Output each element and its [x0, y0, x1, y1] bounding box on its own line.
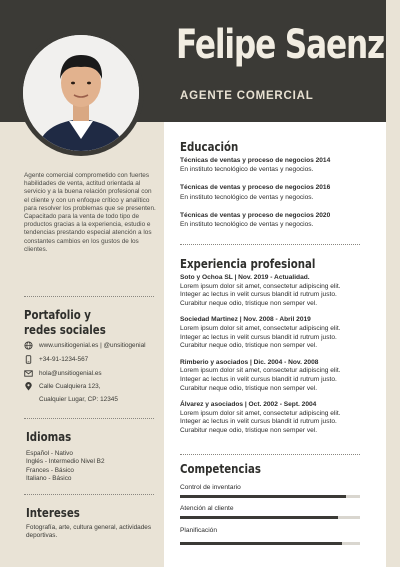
contact-phone[interactable]: +34-91-1234-567 — [39, 356, 89, 363]
experience-heading: Sociedad Martinez | Nov. 2008 - Abril 2019 — [180, 316, 311, 324]
candidate-name: Felipe Saenz — [176, 22, 384, 68]
experience-line: Curabitur neque odio, tristique non semper vel. — [180, 299, 318, 307]
education-school: En instituto tecnológico de ventas y negocios. — [180, 166, 314, 174]
contact-email-row — [24, 369, 102, 378]
contact-web-row — [24, 341, 146, 350]
skill-label: Atención al cliente — [180, 505, 234, 512]
experience-line: Integer ac lectus in velit cursus blandit id rutrum justo. — [180, 375, 337, 383]
divider — [24, 296, 154, 297]
language-item: Español - Nativo — [26, 450, 73, 457]
candidate-role: AGENTE COMERCIAL — [180, 90, 314, 102]
divider — [24, 418, 154, 419]
skills-title: Competencias — [180, 462, 261, 476]
contact-phone-row — [24, 355, 88, 364]
contact-web[interactable]: www.unsitiogenial.es | @unsitiogenial — [39, 342, 146, 349]
profile-photo — [23, 35, 139, 151]
profile-summary: Agente comercial comprometido con fuertes habilidades de venta, actitud orientada al servicio y a la buena relación profesional con el cliente y con un enfoque crítico y analítico para resolver los problemas que se presenten. Capacitado para la venta de todo tipo de productos gracias a la experiencia, estudio e tendencias prestando especial atención a los constantes cambios en los gustos de los clientes. — [24, 172, 156, 253]
portfolio-title-line2: redes sociales — [24, 323, 106, 337]
profile-photo-frame — [18, 30, 144, 156]
experience-line: Curabitur neque odio, tristique non semper vel. — [180, 342, 318, 350]
portfolio-title-line1: Portafolio y — [24, 308, 91, 322]
experience-line: Curabitur neque odio, tristique non semper vel. — [180, 426, 318, 434]
education-school: En instituto tecnológico de ventas y negocios. — [180, 221, 314, 229]
experience-line: Integer ac lectus in velit cursus blandit id rutrum justo. — [180, 418, 337, 426]
experience-line: Integer ac lectus in velit cursus blandit id rutrum justo. — [180, 291, 337, 299]
experience-heading: Rimberio y asociados | Dic. 2004 - Nov. 2008 — [180, 358, 319, 366]
mail-icon — [24, 369, 33, 378]
experience-line: Lorem ipsum dolor sit amet, consectetur adipiscing elit. — [180, 367, 341, 375]
contact-email[interactable]: hola@unsitiogenial.es — [39, 370, 102, 377]
experience-line: Curabitur neque odio, tristique non semper vel. — [180, 384, 318, 392]
experience-line: Lorem ipsum dolor sit amet, consectetur adipiscing elit. — [180, 409, 341, 417]
education-school: En instituto tecnológico de ventas y negocios. — [180, 193, 314, 201]
experience-line: Integer ac lectus in velit cursus blandit id rutrum justo. — [180, 333, 337, 341]
contact-address-line1: Calle Cualquiera 123, — [39, 383, 101, 390]
languages-list — [26, 450, 105, 484]
education-degree: Técnicas de ventas y proceso de negocios 2020 — [180, 211, 331, 219]
divider — [180, 454, 360, 455]
education-list — [180, 156, 330, 229]
experience-heading: Álvarez y asociados | Oct. 2002 - Sept. 2004 — [180, 401, 317, 409]
phone-icon — [24, 355, 33, 364]
experience-line: Lorem ipsum dolor sit amet, consectetur adipiscing elit. — [180, 282, 341, 290]
experience-title: Experiencia profesional — [180, 257, 316, 271]
language-item: Italiano - Básico — [26, 475, 72, 483]
language-item: Frances - Básico — [26, 466, 74, 474]
languages-title: Idiomas — [26, 430, 72, 444]
contact-address-line2: Cualquier Lugar, CP: 12345 — [39, 396, 118, 403]
contact-address-row — [24, 382, 100, 391]
skill-bar-fill — [180, 542, 342, 545]
skill-label: Control de inventario — [180, 484, 241, 491]
experience-list — [180, 274, 341, 436]
skill-label: Planificación — [180, 527, 218, 534]
divider — [24, 494, 154, 495]
experience-line: Lorem ipsum dolor sit amet, consectetur adipiscing elit. — [180, 324, 341, 332]
globe-icon — [24, 341, 33, 350]
location-pin-icon — [24, 382, 33, 391]
skill-bar-track — [180, 495, 360, 498]
skill-bar-track — [180, 516, 360, 519]
experience-heading: Soto y Ochoa SL | Nov. 2019 - Actualidad. — [180, 274, 310, 281]
education-degree: Técnicas de ventas y proceso de negocios 2014 — [180, 157, 331, 164]
person-portrait-icon — [23, 35, 139, 151]
skill-bar-fill — [180, 495, 346, 498]
language-item: Inglés - Intermedio Nivel B2 — [26, 458, 105, 466]
education-title: Educación — [180, 140, 239, 154]
skill-bar-track — [180, 542, 360, 545]
interests-text: Fotografía, arte, cultura general, actividades deportivas. — [26, 524, 152, 540]
divider — [180, 244, 360, 245]
skill-bar-fill — [180, 516, 338, 519]
interests-title: Intereses — [26, 506, 80, 520]
education-degree: Técnicas de ventas y proceso de negocios 2016 — [180, 184, 331, 192]
